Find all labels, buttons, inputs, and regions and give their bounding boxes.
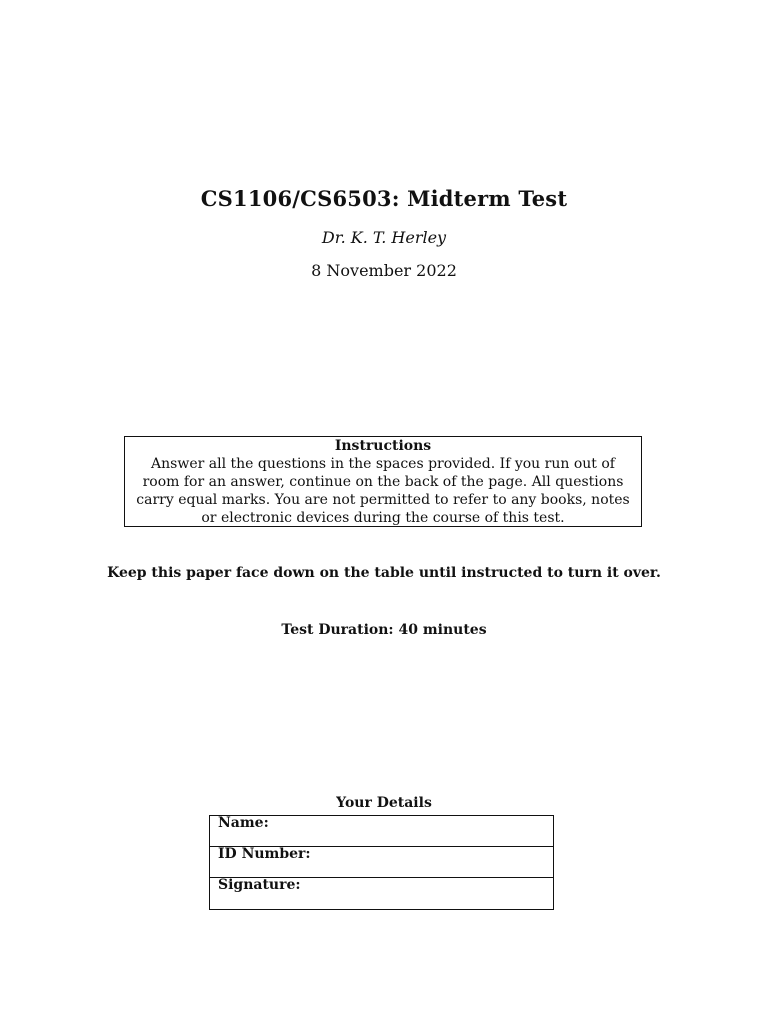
details-row-id-number[interactable]: [210, 847, 553, 878]
instructions-box: [124, 436, 642, 527]
author-name: Dr. K. T. Herley: [321, 228, 447, 247]
document-title: CS1106/CS6503: Midterm Test: [200, 186, 568, 211]
instructions-text: Answer all the questions in the spaces provided. If you run out of room for an answer, continue on the back of the page. All questions carry equal marks. You are not permitted to refer to any books, notes or electronic devices during the course of this test.: [136, 456, 630, 526]
keep-face-down-notice: Keep this paper face down on the table until instructed to turn it over.: [107, 565, 661, 581]
instructions-heading: Instructions: [334, 438, 432, 454]
details-row-signature[interactable]: [210, 878, 553, 909]
test-date: 8 November 2022: [311, 261, 457, 280]
signature-label: Signature:: [218, 877, 301, 893]
id-number-label: ID Number:: [218, 846, 311, 862]
details-row-name[interactable]: [210, 816, 553, 847]
details-table: [209, 815, 554, 910]
test-duration: Test Duration: 40 minutes: [281, 622, 487, 638]
details-heading: Your Details: [336, 795, 432, 811]
name-label: Name:: [218, 815, 269, 831]
